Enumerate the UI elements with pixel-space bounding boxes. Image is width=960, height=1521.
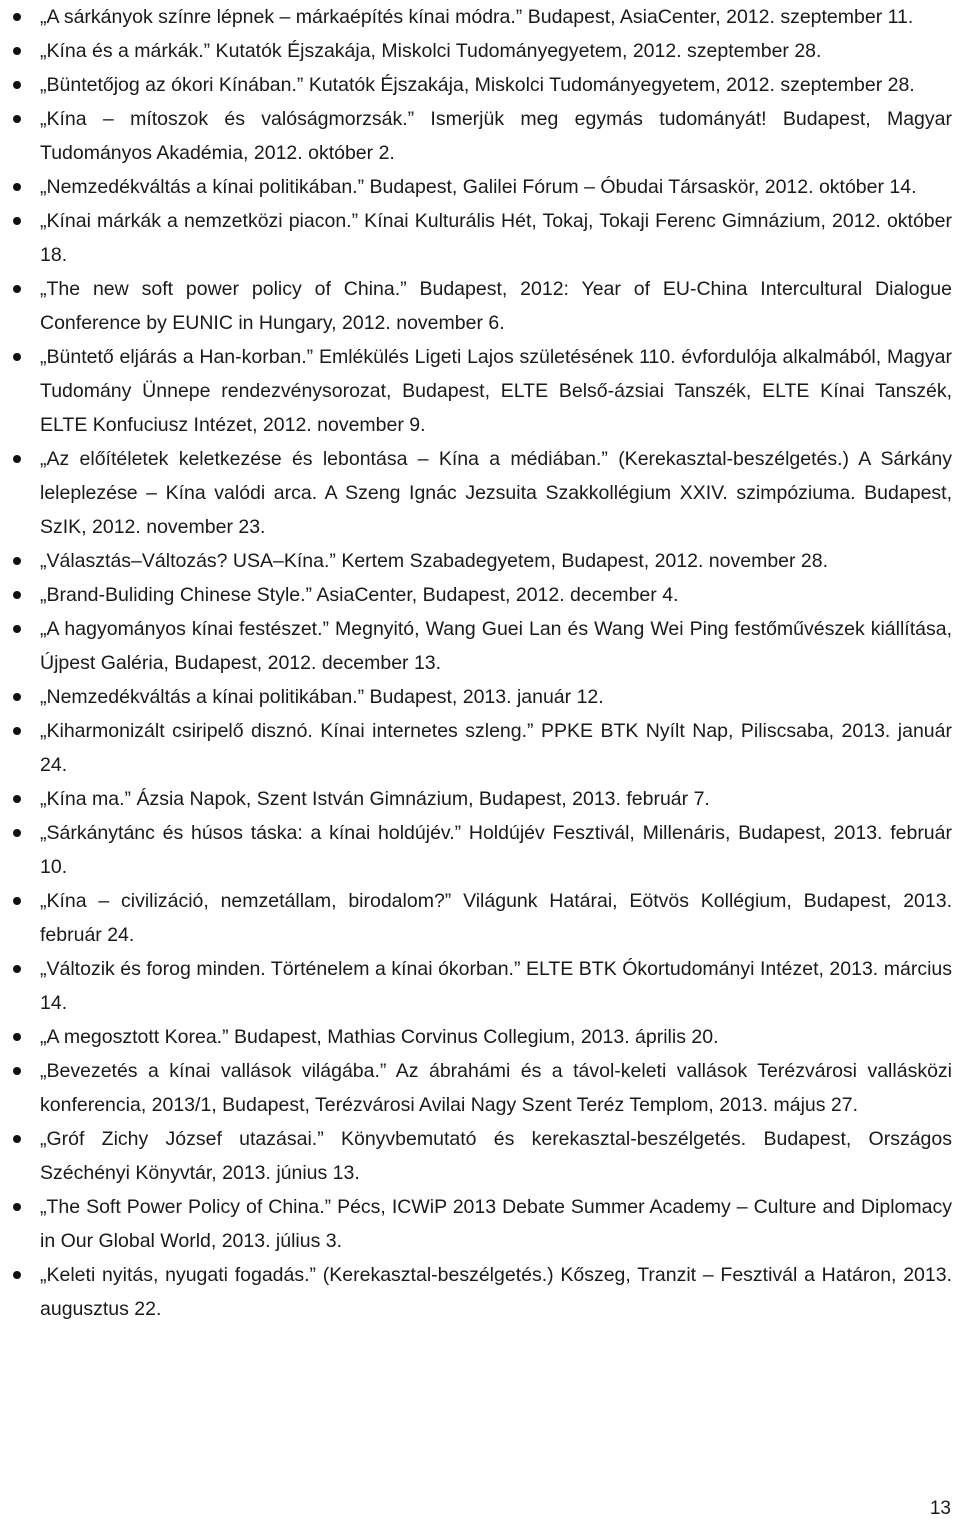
entry-text: „Kiharmonizált csiripelő disznó. Kínai internetes szleng.” PPKE BTK Nyílt Nap, Piliscsaba, 2013. január 24. — [40, 720, 952, 776]
entry-text: „Kína – mítoszok és valóságmorzsák.” Ismerjük meg egymás tudományát! Budapest, Magyar Tudományos Akadémia, 2012. október 2. — [40, 108, 952, 164]
entry-text: „Nemzedékváltás a kínai politikában.” Budapest, Galilei Fórum – Óbudai Társaskör, 2012. október 14. — [40, 176, 917, 198]
entry-text: „Büntető eljárás a Han-korban.” Emlékülés Ligeti Lajos születésének 110. évfordulója alkalmából, Magyar Tudomány Ünnepe rendezvénysorozat, Budapest, ELTE Belső-ázsiai Tanszék, ELTE Kínai Tanszék, ELTE Konfuciusz Intézet, 2012. november 9. — [40, 346, 952, 436]
bullet-icon — [13, 1135, 21, 1143]
list-item — [40, 102, 952, 170]
list-item — [40, 612, 952, 680]
entry-text: „The new soft power policy of China.” Budapest, 2012: Year of EU-China Intercultural Dialogue Conference by EUNIC in Hungary, 2012. november 6. — [40, 278, 952, 334]
entry-text: „Kína és a márkák.” Kutatók Éjszakája, Miskolci Tudományegyetem, 2012. szeptember 28. — [40, 40, 822, 62]
bullet-icon — [13, 183, 21, 191]
list-item — [40, 714, 952, 782]
entry-text: „Sárkánytánc és húsos táska: a kínai holdújév.” Holdújév Fesztivál, Millenáris, Budapest, 2013. február 10. — [40, 822, 952, 878]
entry-text: „Büntetőjog az ókori Kínában.” Kutatók Éjszakája, Miskolci Tudományegyetem, 2012. szeptember 28. — [40, 74, 915, 96]
entry-text: „Az előítéletek keletkezése és lebontása – Kína a médiában.” (Kerekasztal-beszélgetés.) A Sárkány leleplezése – Kína valódi arca. A Szeng Ignác Jezsuita Szakkollégium XXIV. szimpóziuma. Budapest, SzIK, 2012. november 23. — [40, 448, 952, 538]
list-item — [40, 1190, 952, 1258]
entry-text: „Kínai márkák a nemzetközi piacon.” Kínai Kulturális Hét, Tokaj, Tokaji Ferenc Gimnázium, 2012. október 18. — [40, 210, 952, 266]
list-item — [40, 204, 952, 272]
bullet-icon — [13, 557, 21, 565]
bullet-icon — [13, 455, 21, 463]
bullet-icon — [13, 829, 21, 837]
list-item — [40, 1122, 952, 1190]
bullet-icon — [13, 693, 21, 701]
list-item — [40, 544, 952, 578]
list-item — [40, 680, 952, 714]
list-item — [40, 0, 952, 34]
bullet-icon — [13, 965, 21, 973]
page-number: 13 — [929, 1498, 951, 1519]
list-item — [40, 272, 952, 340]
bullet-icon — [13, 795, 21, 803]
list-item — [40, 952, 952, 1020]
list-item — [40, 1020, 952, 1054]
list-item — [40, 34, 952, 68]
list-item — [40, 1054, 952, 1122]
entry-text: „Gróf Zichy József utazásai.” Könyvbemutató és kerekasztal-beszélgetés. Budapest, Országos Széchényi Könyvtár, 2013. június 13. — [40, 1128, 952, 1184]
entry-text: „A hagyományos kínai festészet.” Megnyitó, Wang Guei Lan és Wang Wei Ping festőművészek kiállítása, Újpest Galéria, Budapest, 2012. december 13. — [40, 618, 952, 674]
bullet-icon — [13, 591, 21, 599]
entry-text: „Kína ma.” Ázsia Napok, Szent István Gimnázium, Budapest, 2013. február 7. — [40, 788, 710, 810]
entry-text: „A megosztott Korea.” Budapest, Mathias Corvinus Collegium, 2013. április 20. — [40, 1026, 719, 1048]
list-item — [40, 1258, 952, 1326]
entry-text: „Változik és forog minden. Történelem a kínai ókorban.” ELTE BTK Ókortudományi Intézet, 2013. március 14. — [40, 958, 952, 1014]
bullet-icon — [13, 625, 21, 633]
list-item — [40, 782, 952, 816]
entry-text: „Bevezetés a kínai vallások világába.” Az ábrahámi és a távol-keleti vallások Terézvárosi vallásközi konferencia, 2013/1, Budapest, Terézvárosi Avilai Nagy Szent Teréz Templom, 2013. május 27. — [40, 1060, 952, 1116]
bullet-icon — [13, 81, 21, 89]
entry-text: „A sárkányok színre lépnek – márkaépítés kínai módra.” Budapest, AsiaCenter, 2012. szeptember 11. — [40, 6, 914, 28]
entry-text: „Kína – civilizáció, nemzetállam, birodalom?” Világunk Határai, Eötvös Kollégium, Budapest, 2013. február 24. — [40, 890, 952, 946]
list-item — [40, 884, 952, 952]
bullet-icon — [13, 1033, 21, 1041]
list-item — [40, 578, 952, 612]
bullet-icon — [13, 1271, 21, 1279]
bullet-icon — [13, 1203, 21, 1211]
bullet-icon — [13, 1067, 21, 1075]
entry-text: „Nemzedékváltás a kínai politikában.” Budapest, 2013. január 12. — [40, 686, 604, 708]
bullet-icon — [13, 47, 21, 55]
list-item — [40, 816, 952, 884]
bullet-icon — [13, 285, 21, 293]
presentation-list — [40, 0, 952, 1326]
bullet-icon — [13, 13, 21, 21]
list-item — [40, 170, 952, 204]
entry-text: „Brand-Buliding Chinese Style.” AsiaCenter, Budapest, 2012. december 4. — [40, 584, 679, 606]
bullet-icon — [13, 353, 21, 361]
bullet-icon — [13, 115, 21, 123]
entry-text: „Választás–Változás? USA–Kína.” Kertem Szabadegyetem, Budapest, 2012. november 28. — [40, 550, 829, 572]
bullet-icon — [13, 217, 21, 225]
bullet-icon — [13, 897, 21, 905]
bullet-icon — [13, 727, 21, 735]
entry-text: „Keleti nyitás, nyugati fogadás.” (Kerekasztal-beszélgetés.) Kőszeg, Tranzit – Fesztivál a Határon, 2013. augusztus 22. — [40, 1264, 952, 1320]
entry-text: „The Soft Power Policy of China.” Pécs, ICWiP 2013 Debate Summer Academy – Culture and Diplomacy in Our Global World, 2013. július 3. — [40, 1196, 952, 1252]
list-item — [40, 340, 952, 442]
list-item — [40, 68, 952, 102]
list-item — [40, 442, 952, 544]
